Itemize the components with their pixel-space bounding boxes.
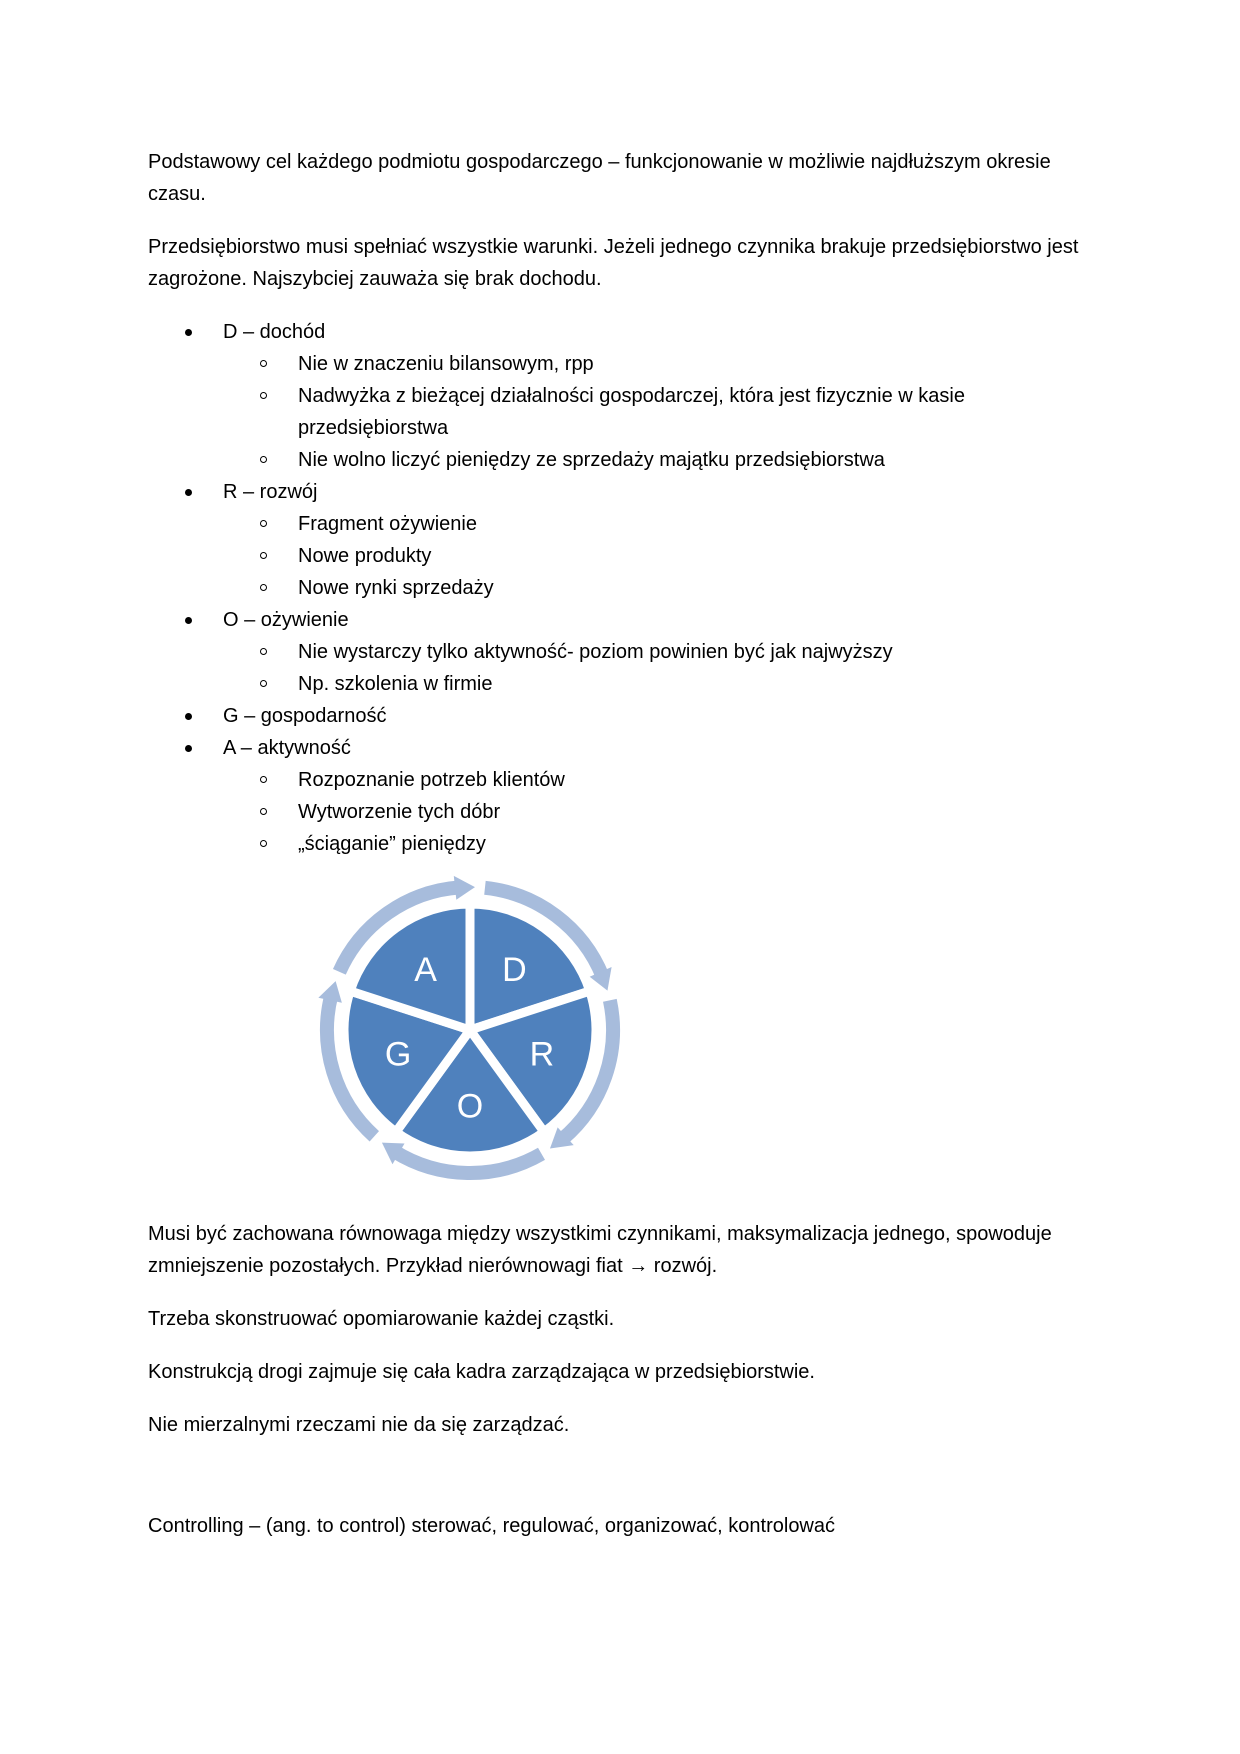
cycle-label-a: A [414,950,437,989]
sub-item: Nowe rynki sprzedaży [148,572,1108,604]
sub-item: „ściąganie” pieniędzy [148,828,1108,860]
list-item-a: A – aktywność [148,732,1108,764]
paragraph-intro: Podstawowy cel każdego podmiotu gospodarczego – funkcjonowanie w możliwie najdłuższym okresie czasu. [148,151,1051,205]
drogo-cycle-diagram [148,870,1148,1210]
bullet-list [148,316,1108,860]
cycle-arrow-head [454,876,475,900]
sub-item: Nie wystarczy tylko aktywność- poziom powinien być jak najwyższy [148,636,1108,668]
spacer [148,1462,1108,1510]
list-item-o: O – ożywienie [148,604,1108,636]
cycle-label-r: R [529,1035,555,1074]
cycle-label-d: D [502,950,527,989]
cycle-diagram-svg [310,870,630,1190]
paragraph-measurable: Nie mierzalnymi rzeczami nie da się zarządzać. [148,1414,570,1436]
paragraph-conditions: Przedsiębiorstwo musi spełniać wszystkie warunki. Jeżeli jednego czynnika brakuje przedsiębiorstwo jest zagrożone. Najszybciej zauważa się brak dochodu. [148,236,1079,290]
paragraph-balance: Musi być zachowana równowaga między wszystkimi czynnikami, maksymalizacja jednego, spowoduje zmniejszenie pozostałych. Przykład nierównowagi fiat → rozwój. [148,1223,1052,1277]
list-item-g: G – gospodarność [148,700,1108,732]
sub-item: Nadwyżka z bieżącej działalności gospodarczej, która jest fizycznie w kasie przedsiębiorstwa [148,380,1108,444]
list-item-r: R – rozwój [148,476,1108,508]
list-item-d: D – dochód [148,316,1108,348]
sub-item: Rozpoznanie potrzeb klientów [148,764,1108,796]
paragraph-management: Konstrukcją drogi zajmuje się cała kadra zarządzająca w przedsiębiorstwie. [148,1361,815,1383]
cycle-label-o: O [456,1087,484,1126]
sub-item: Nie wolno liczyć pieniędzy ze sprzedaży majątku przedsiębiorstwa [148,444,1108,476]
cycle-label-g: G [384,1035,412,1074]
sub-item: Nowe produkty [148,540,1108,572]
paragraph-controlling: Controlling – (ang. to control) sterować, regulować, organizować, kontrolować [148,1515,836,1537]
sub-item: Nie w znaczeniu bilansowym, rpp [148,348,1108,380]
paragraph-measurement: Trzeba skonstruować opomiarowanie każdej cząstki. [148,1308,615,1330]
cycle-arrow-head [318,981,341,1003]
sub-item: Fragment ożywienie [148,508,1108,540]
document-body [148,146,1108,1563]
sub-item: Wytworzenie tych dóbr [148,796,1108,828]
sub-item: Np. szkolenia w firmie [148,668,1108,700]
